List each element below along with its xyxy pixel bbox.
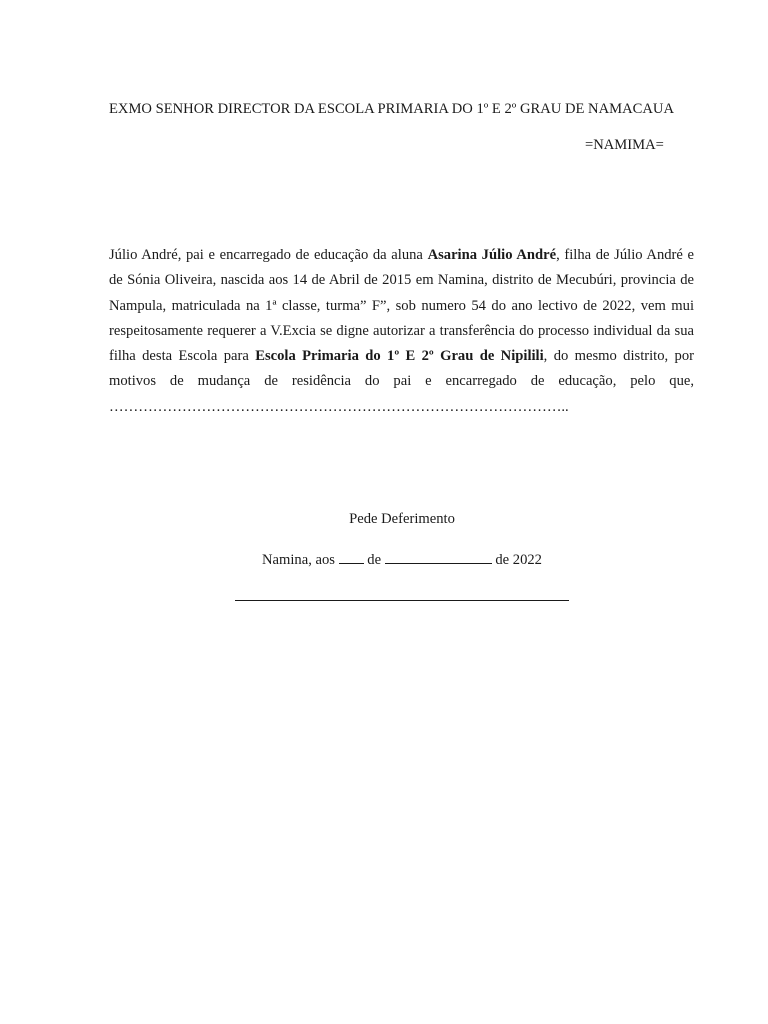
date-prefix: Namina, aos xyxy=(262,552,335,568)
date-line xyxy=(18,549,768,569)
target-school: Escola Primaria do 1º E 2º Grau de Nipilili xyxy=(255,348,544,365)
body-text-part-2: , filha de Júlio André e de Sónia Oliveira, nascida aos 14 de Abril de 2015 em Namina, distrito de Mecubúri, provincia de Nampula, matriculada na 1ª classe, turma” F”, sob numero 54 do ano lectivo de 2022, vem mui respeitosamente requerer a V.Excia se digne autorizar a transferência do processo individual da sua filha desta Escola para xyxy=(109,247,694,365)
body-text-part-3: , do mesmo distrito, por motivos de mudança de residência do pai e encarregado de educação, pelo que, ………………………………………………………………………………….. xyxy=(109,348,695,415)
body-text-part-1: Júlio André, pai e encarregado de educação da aluna xyxy=(109,247,428,263)
request-paragraph xyxy=(109,243,694,420)
location-heading: =NAMIMA= xyxy=(585,137,664,153)
request-closing: Pede Deferimento xyxy=(349,511,455,527)
signature-line xyxy=(235,600,569,601)
month-blank xyxy=(385,549,492,564)
day-blank xyxy=(339,549,364,564)
student-name: Asarina Júlio André xyxy=(427,247,557,263)
date-mid: de xyxy=(367,552,382,568)
addressee-line: EXMO SENHOR DIRECTOR DA ESCOLA PRIMARIA DO 1º E 2º GRAU DE NAMACAUA xyxy=(109,101,675,117)
date-suffix: de 2022 xyxy=(495,552,542,568)
